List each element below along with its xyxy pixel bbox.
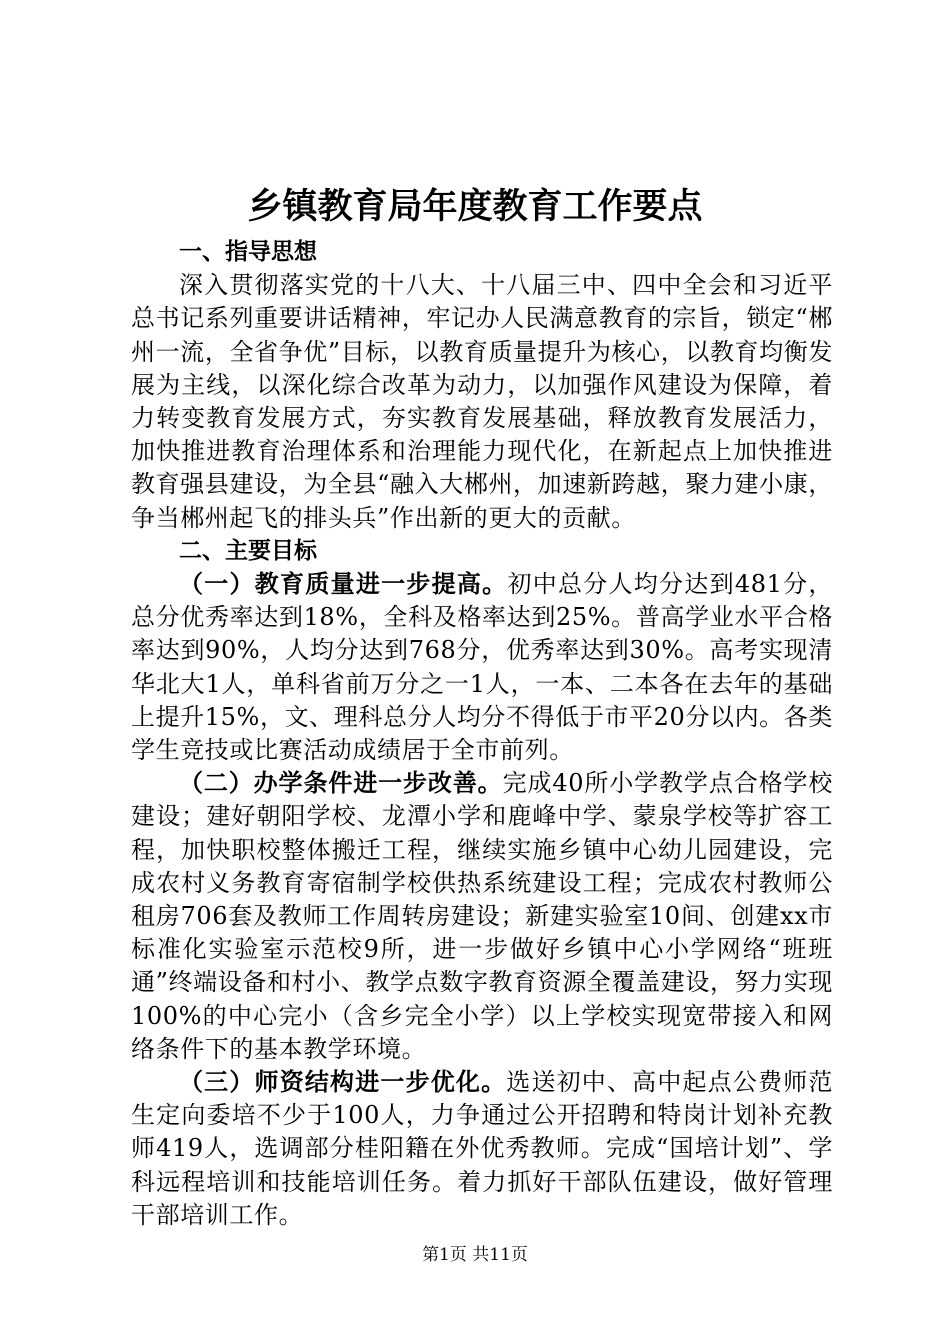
paragraph-lead: （二）办学条件进一步改善。 <box>179 769 503 798</box>
page-number-footer: 第1页 共11页 <box>422 1245 528 1265</box>
document-title: 乡镇教育局年度教育工作要点 <box>247 187 703 227</box>
paragraph-lead: （一）教育质量进一步提高。 <box>179 570 508 599</box>
document-body <box>131 236 833 1232</box>
paragraph-lead: （三）师资结构进一步优化。 <box>179 1068 507 1097</box>
paragraph-guiding-ideology <box>131 269 833 535</box>
paragraph-education-quality <box>131 568 833 767</box>
paragraph-text: 完成40所小学教学点合格学校建设；建好朝阳学校、龙潭小学和鹿峰中学、蒙泉学校等扩容工程，加快职校整体搬迁工程，继续实施乡镇中心幼儿园建设，完成农村义务教育寄宿制学校供热系统建设工程；完成农村教师公租房706套及教师工作周转房建设；新建实验室10间、创建xx市标准化实验室示范校9所，进一步做好乡镇中心小学网络“班班通”终端设备和村小、教学点数字教育资源全覆盖建设，努力实现100%的中心完小（含乡完全小学）以上学校实现宽带接入和网络条件下的基本教学环境。 <box>131 769 833 1063</box>
paragraph-text: 深入贯彻落实党的十八大、十八届三中、四中全会和习近平总书记系列重要讲话精神，牢记办人民满意教育的宗旨，锁定“郴州一流，全省争优”目标，以教育质量提升为核心，以教育均衡发展为主线，以深化综合改革为动力，以加强作风建设为保障，着力转变教育发展方式，夯实教育发展基础，释放教育发展活力，加快推进教育治理体系和治理能力现代化，在新起点上加快推进教育强县建设，为全县“融入大郴州，加速新跨越，聚力建小康，争当郴州起飞的排头兵”作出新的更大的贡献。 <box>131 271 833 532</box>
paragraph-teacher-structure <box>131 1066 833 1232</box>
section-heading-guiding-ideology: 一、指导思想 <box>179 239 317 265</box>
paragraph-text: 选送初中、高中起点公费师范生定向委培不少于100人，力争通过公开招聘和特岗计划补充教师419人，选调部分桂阳籍在外优秀教师。完成“国培计划”、学科远程培训和技能培训任务。着力抓好干部队伍建设，做好管理干部培训工作。 <box>131 1068 833 1229</box>
section-heading-main-goals: 二、主要目标 <box>179 537 317 564</box>
paragraph-school-conditions <box>131 767 833 1066</box>
paragraph-text: 初中总分人均分达到481分，总分优秀率达到18%，全科及格率达到25%。普高学业水平合格率达到90%，人均分达到768分，优秀率达到30%。高考实现清华北大1人，单科省前万分之一1人，一本、二本各在去年的基础上提升15%，文、理科总分人均分不得低于市平20分以内。各类学生竞技或比赛活动成绩居于全市前列。 <box>131 570 833 765</box>
